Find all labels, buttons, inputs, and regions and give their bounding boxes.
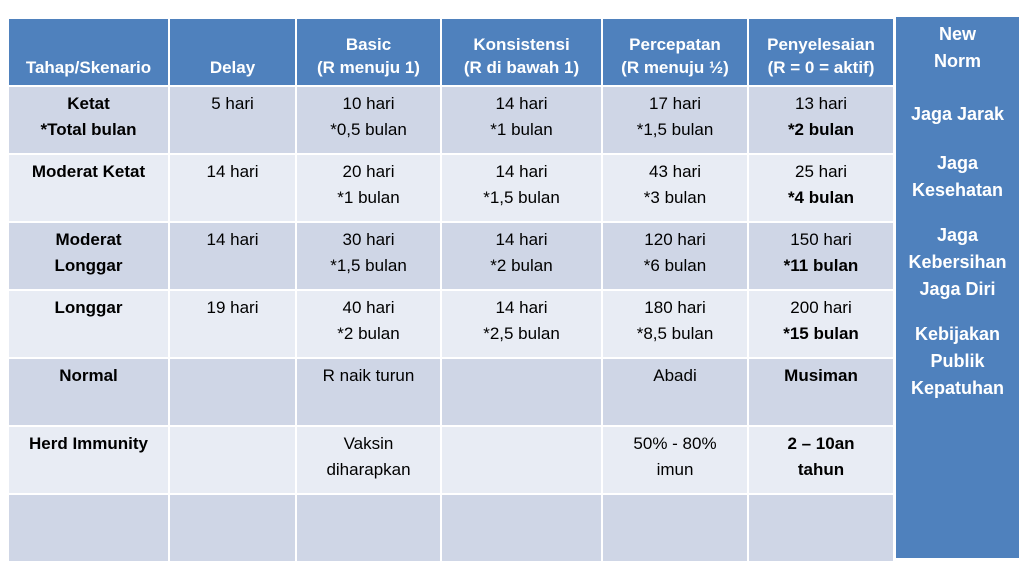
cell-konsistensi — [441, 358, 602, 426]
cell-delay: 14 hari — [169, 222, 296, 290]
new-norm-title: New Norm — [933, 24, 981, 71]
table-row — [8, 358, 894, 426]
cell-percepatan: Abadi — [602, 358, 748, 426]
new-norm-panel — [896, 17, 1019, 558]
table-row — [8, 154, 894, 222]
header-percepatan: Percepatan (R menuju ½) — [602, 18, 748, 86]
cell-basic: 40 hari *2 bulan — [296, 290, 441, 358]
cell-konsistensi: 14 hari *2,5 bulan — [441, 290, 602, 358]
table-row — [8, 222, 894, 290]
header-penyelesaian: Penyelesaian (R = 0 = aktif) — [748, 18, 894, 86]
side-item: Kebijakan — [914, 324, 1001, 344]
cell-penyelesaian: 25 hari *4 bulan — [748, 154, 894, 222]
table-row — [8, 290, 894, 358]
row-label: Moderat Longgar — [8, 222, 169, 290]
cell-penyelesaian: 13 hari *2 bulan — [748, 86, 894, 154]
cell-percepatan: 180 hari *8,5 bulan — [602, 290, 748, 358]
header-tahap: Tahap/Skenario — [8, 18, 169, 86]
cell-basic: 10 hari *0,5 bulan — [296, 86, 441, 154]
cell-delay: 5 hari — [169, 86, 296, 154]
side-item: Kesehatan — [911, 180, 1004, 200]
cell-konsistensi — [441, 426, 602, 494]
cell-percepatan: 50% - 80% imun — [602, 426, 748, 494]
cell-penyelesaian: 150 hari *11 bulan — [748, 222, 894, 290]
cell-basic: R naik turun — [296, 358, 441, 426]
cell-percepatan: 43 hari *3 bulan — [602, 154, 748, 222]
cell-basic: Vaksin diharapkan — [296, 426, 441, 494]
table-row — [8, 86, 894, 154]
side-item: Kepatuhan — [910, 378, 1004, 398]
cell-delay: 19 hari — [169, 290, 296, 358]
cell-konsistensi: 14 hari *2 bulan — [441, 222, 602, 290]
side-item: Jaga — [936, 225, 979, 245]
side-item: Publik — [930, 351, 985, 371]
cell-percepatan: 120 hari *6 bulan — [602, 222, 748, 290]
cell-konsistensi: 14 hari *1 bulan — [441, 86, 602, 154]
header-row — [8, 18, 894, 86]
table-row-empty — [8, 494, 894, 562]
cell-delay — [169, 426, 296, 494]
cell-basic: 20 hari *1 bulan — [296, 154, 441, 222]
cell-basic: 30 hari *1,5 bulan — [296, 222, 441, 290]
row-label: Longgar — [8, 290, 169, 358]
cell-konsistensi: 14 hari *1,5 bulan — [441, 154, 602, 222]
scenario-table — [7, 17, 895, 563]
header-delay: Delay — [169, 18, 296, 86]
header-basic: Basic (R menuju 1) — [296, 18, 441, 86]
table-row — [8, 426, 894, 494]
row-label: Ketat *Total bulan — [8, 86, 169, 154]
side-item: Jaga — [936, 153, 979, 173]
cell-delay — [169, 358, 296, 426]
row-label: Normal — [8, 358, 169, 426]
side-item: Jaga Diri — [919, 279, 996, 299]
side-item: Jaga Jarak — [910, 104, 1005, 124]
cell-penyelesaian: 2 – 10an tahun — [748, 426, 894, 494]
row-label: Moderat Ketat — [8, 154, 169, 222]
cell-penyelesaian: 200 hari *15 bulan — [748, 290, 894, 358]
cell-penyelesaian: Musiman — [748, 358, 894, 426]
row-label: Herd Immunity — [8, 426, 169, 494]
header-konsistensi: Konsistensi (R di bawah 1) — [441, 18, 602, 86]
cell-delay: 14 hari — [169, 154, 296, 222]
cell-percepatan: 17 hari *1,5 bulan — [602, 86, 748, 154]
side-item: Kebersihan — [908, 252, 1007, 272]
